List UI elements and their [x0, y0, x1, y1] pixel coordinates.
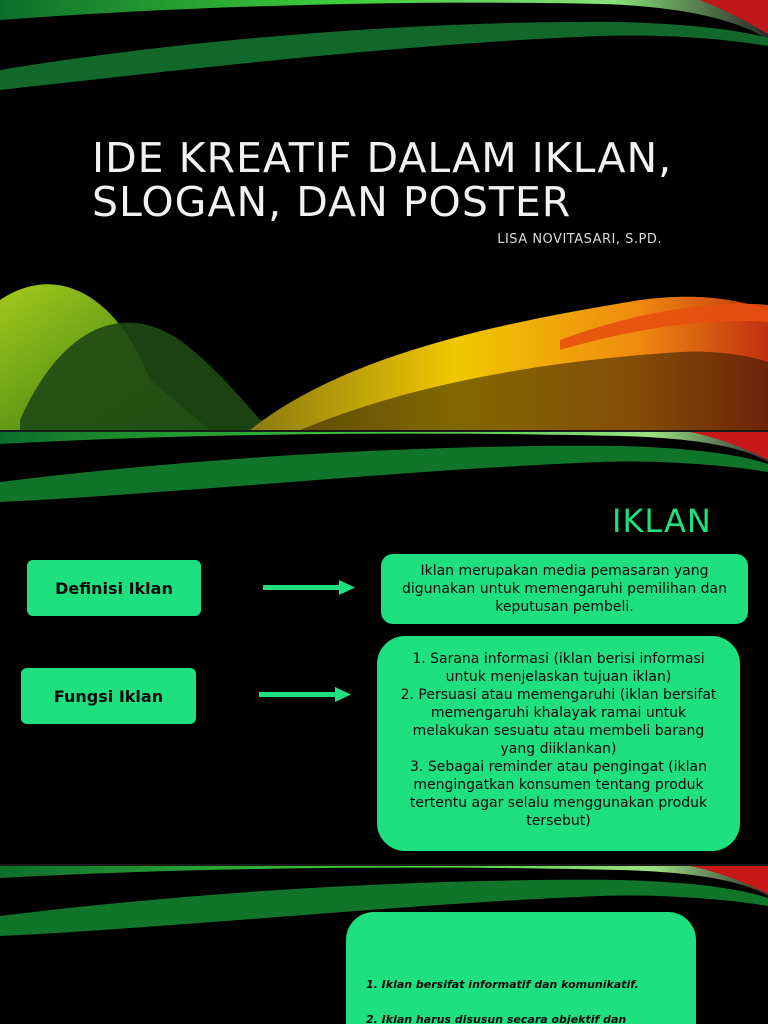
list-item: 1. Iklan bersifat informatif dan komunikatif. — [366, 978, 639, 991]
list-item: 3. Sebagai reminder atau pengingat (iklan mengingatkan konsumen tentang produk tertentu agar selalu menggunakan produk tersebut) — [409, 759, 708, 829]
function-list-box — [377, 636, 740, 851]
section-heading: IKLAN — [612, 502, 712, 540]
author-name: LISA NOVITASARI, S.PD. — [497, 232, 662, 247]
title-line-1: IDE KREATIF DALAM IKLAN, — [92, 134, 673, 182]
definition-label-box: Definisi Iklan — [27, 560, 201, 616]
definition-text-box: Iklan merupakan media pemasaran yang digunakan untuk memengaruhi pemilihan dan keputusan pembeli. — [381, 554, 748, 624]
arrow-right-icon — [263, 579, 355, 597]
list-item: 2. Iklan harus disusun secara objektif dan — [366, 1013, 627, 1024]
title-slide — [0, 0, 768, 430]
presentation-title — [92, 136, 672, 224]
list-item: 1. Sarana informasi (iklan berisi informasi untuk menjelaskan tujuan iklan) — [412, 651, 705, 685]
swoosh-decoration-header — [0, 432, 768, 512]
function-label-box: Fungsi Iklan — [21, 668, 196, 724]
list-item: 2. Persuasi atau memengaruhi (iklan bersifat memengaruhi khalayak ramai untuk melakukan sesuatu atau membeli barang yang diiklankan) — [400, 687, 717, 757]
iklan-slide — [0, 432, 768, 864]
arrow-right-icon — [259, 686, 351, 704]
function-list — [395, 650, 722, 830]
characteristics-box — [346, 912, 696, 1024]
title-line-2: SLOGAN, DAN POSTER — [92, 178, 572, 226]
ciri-slide — [0, 866, 768, 1024]
